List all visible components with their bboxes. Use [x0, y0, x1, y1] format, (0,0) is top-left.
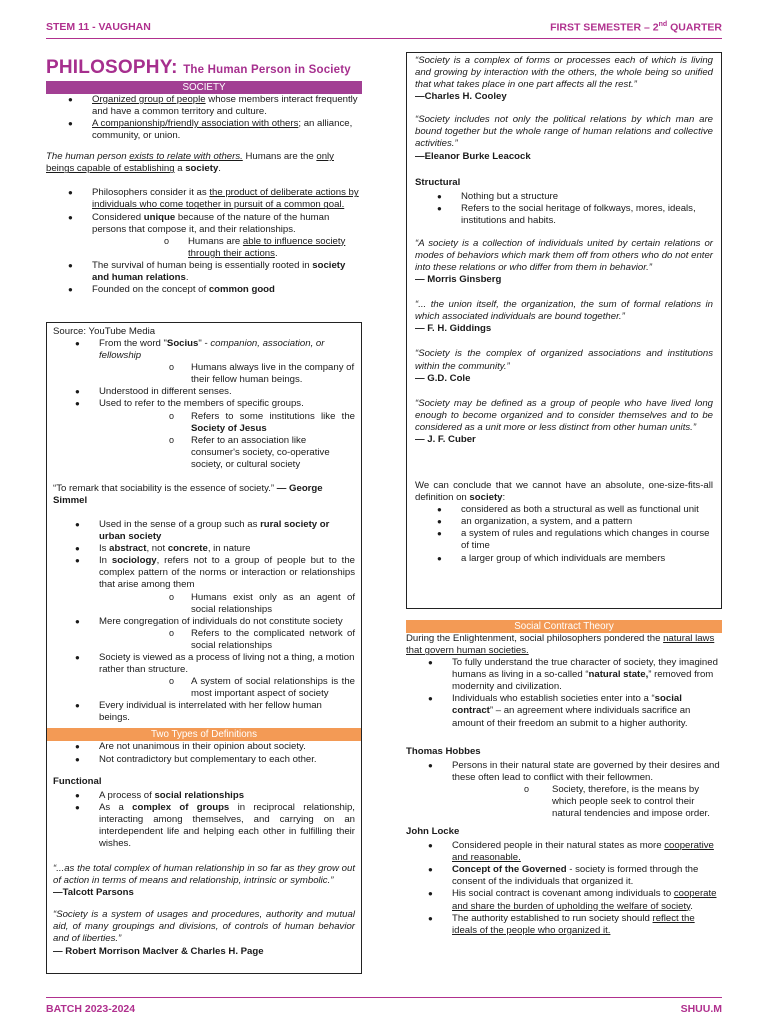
list-item: ● Organized group of people whose members interact frequently and have a common territory and culture.	[46, 94, 362, 118]
sub-list-item: o A system of social relationships is the most important aspect of society	[99, 676, 355, 700]
ginsberg-quote: “A society is a collection of individuals united by certain relations or modes of behaviors which mark them off from others who do not enter into these relations or who differ from them in behavior.” — Morris Ginsberg	[415, 237, 713, 286]
list-item: ● To fully understand the true character of society, they imagined humans as living in a so-called “natural state,” removed from modernity and civilization.	[406, 657, 722, 693]
simmel-quote: “To remark that sociability is the essence of society.” — George Simmel	[53, 482, 323, 507]
social-contract-list	[406, 657, 722, 729]
list-item: ● Considered unique because of the nature of the human persons that compose it, and their relationships. o Humans are able to influence society through their actions.	[46, 212, 362, 260]
page-footer	[46, 1003, 722, 1016]
section-bar-definitions: Two Types of Definitions	[47, 728, 361, 741]
conclusion-text: We can conclude that we cannot have an absolute, one-size-fits-all definition on society:	[415, 480, 713, 504]
page-title: PHILOSOPHY: The Human Person in Society	[46, 57, 351, 78]
header-right: FIRST SEMESTER – 2nd QUARTER	[550, 21, 722, 34]
list-item: ● Every individual is interrelated with her fellow human beings.	[53, 700, 355, 724]
list-item: ● A companionship/friendly association with others; an alliance, community, or union.	[46, 118, 362, 142]
list-item: ● considered as both a structural as well as functional unit	[415, 504, 713, 516]
sub-list-item: o Humans always live in the company of their fellow human beings.	[99, 362, 355, 386]
footer-rule	[46, 997, 722, 998]
list-item: ● From the word "Socius" - companion, association, or fellowship o Humans always live in the company of their fellow human beings.	[53, 338, 355, 386]
list-item: ● His social contract is covenant among individuals to cooperate and share the burden of upholding the welfare of society.	[406, 888, 722, 912]
hobbes-heading: Thomas Hobbes	[406, 745, 481, 757]
locke-heading: John Locke	[406, 826, 460, 838]
list-item: ● an organization, a system, and a pattern	[415, 516, 713, 528]
functional-list	[53, 790, 355, 850]
conclusion-list	[415, 504, 713, 564]
list-item: ● Individuals who establish societies enter into a “social contract” – an agreement where individuals sacrifice an amount of their freedom an submit to a higher authority.	[406, 693, 722, 729]
social-contract-intro: During the Enlightenment, social philosophers pondered the natural laws that govern human societies.	[406, 633, 715, 657]
list-item: ● Mere congregation of individuals do not constitute society o Refers to the complicated network of social relationships	[53, 616, 355, 652]
page-header	[46, 21, 722, 35]
structural-list	[415, 191, 713, 227]
footer-left: BATCH 2023-2024	[46, 1003, 136, 1015]
parsons-quote: “...as the total complex of human relationship in so far as they grow out of action in terms of means and relationship, intrinsic or symbolic.” —Talcott Parsons	[53, 863, 355, 899]
sub-list-item: o Refer to an association like consumer's society, co-operative society, or cultural society	[99, 435, 355, 471]
sub-list-item: o Refers to some institutions like the Society of Jesus	[99, 411, 355, 435]
header-rule	[46, 38, 722, 39]
list-item: ● Philosophers consider it as the product of deliberate actions by individuals who come together in pursuit of a common goal.	[46, 187, 362, 211]
list-item: ● Not contradictory but complementary to each other.	[53, 754, 355, 766]
list-item: ● Refers to the social heritage of folkways, mores, ideals, institutions and habits.	[415, 203, 713, 227]
left-column	[46, 56, 362, 296]
section-bar-society: SOCIETY	[46, 81, 362, 94]
header-left: STEM 11 - VAUGHAN	[46, 21, 151, 33]
list-item: ● Considered people in their natural states as more cooperative and reasonable.	[406, 840, 722, 864]
list-item: ● a larger group of which individuals are members	[415, 553, 713, 565]
socius-list	[53, 338, 355, 471]
list-item: ● Is abstract, not concrete, in nature	[53, 543, 355, 555]
sub-list-item: o Refers to the complicated network of social relationships	[99, 628, 355, 652]
list-item: ● Concept of the Governed - society is formed through the consent of the individuals that organized it.	[406, 864, 722, 888]
list-item: ● a system of rules and regulations which changes in course of time	[415, 528, 713, 552]
society-definitions	[46, 94, 362, 142]
list-item: ● Society is viewed as a process of living not a thing, a motion rather than structure. o A system of social relationships is the most important aspect of society	[53, 652, 355, 700]
source-line: Source: YouTube Media	[53, 326, 156, 337]
cole-quote: “Society is the complex of organized associations and institutions within the community.” — G.D. Cole	[415, 348, 713, 384]
society-senses-list	[53, 519, 355, 724]
maciver-quote: “Society is a system of usages and procedures, authority and mutual aid, of many groupings and divisions, of controls of human behavior and of liberties.” — Robert Morrison MacIver & Charles H. Page	[53, 909, 355, 957]
list-item: ● Understood in different senses.	[53, 386, 355, 398]
right-notes-box	[406, 52, 722, 609]
sub-list-item: o Humans are able to influence society through their actions.	[92, 236, 362, 260]
list-item: ● The authority established to run society should reflect the ideals of the people who organized it.	[406, 913, 722, 937]
society-points	[46, 187, 362, 296]
giddings-quote: “... the union itself, the organization, the sum of formal relations in which associated individuals are bound together.” — F. H. Giddings	[415, 299, 713, 335]
list-item: ● Used to refer to the members of specific groups. o Refers to some institutions like the Society of Jesus o Refer to an association like consumer's society, co-operative society, or cultural society	[53, 398, 355, 470]
list-item: ● Nothing but a structure	[415, 191, 713, 203]
list-item: ● The survival of human being is essentially rooted in society and human relations.	[46, 260, 362, 284]
list-item: ● A process of social relationships	[53, 790, 355, 802]
cooley-quote: “Society is a complex of forms or processes each of which is living and growing by interaction with the others, the whole being so unified that what takes place in one part affects all the rest.” —Charles H. Cooley	[415, 55, 713, 103]
definitions-list	[53, 741, 355, 765]
left-notes-box	[46, 322, 362, 974]
social-contract-section	[406, 620, 722, 937]
list-item: ● As a complex of groups in reciprocal relationship, interacting among themselves, and carrying on an interdependent life and helping each other in fulfilling their wishes.	[53, 802, 355, 850]
list-item: ● Persons in their natural state are governed by their desires and these often lead to conflict with their fellowmen. o Society, therefore, is the means by which people seek to control their natural tendencies and impose order.	[406, 760, 722, 820]
footer-right: SHUU.M	[680, 1003, 722, 1015]
hobbes-list	[406, 760, 722, 820]
sub-list-item: o Humans exist only as an agent of social relationships	[99, 592, 355, 616]
cuber-quote: “Society may be defined as a group of people who have lived long enough to become organized and to consider themselves and to be considered as a unit more or less distinct from other human units.” — J. F. Cuber	[415, 397, 713, 445]
list-item: ● Are not unanimous in their opinion about society.	[53, 741, 355, 753]
functional-heading: Functional	[53, 775, 102, 787]
section-bar-social-contract: Social Contract Theory	[406, 620, 722, 633]
list-item: ● In sociology, refers not to a group of people but to the complex pattern of the norms or interaction or relationships that arise among them o Humans exist only as an agent of social relationships	[53, 555, 355, 615]
list-item: ● Used in the sense of a group such as rural society or urban society	[53, 519, 355, 543]
list-item: ● Founded on the concept of common good	[46, 284, 362, 296]
structural-heading: Structural	[415, 176, 461, 188]
society-intro: The human person exists to relate with others. Humans are the only beings capable of establishing a society.	[46, 151, 334, 175]
leacock-quote: “Society includes not only the political relations by which man are bound together but the whole range of human relations and collective activities.” —Eleanor Burke Leacock	[415, 114, 713, 162]
sub-list-item: o Society, therefore, is the means by which people seek to control their natural tendencies and impose order.	[452, 784, 722, 820]
locke-list	[406, 840, 722, 937]
